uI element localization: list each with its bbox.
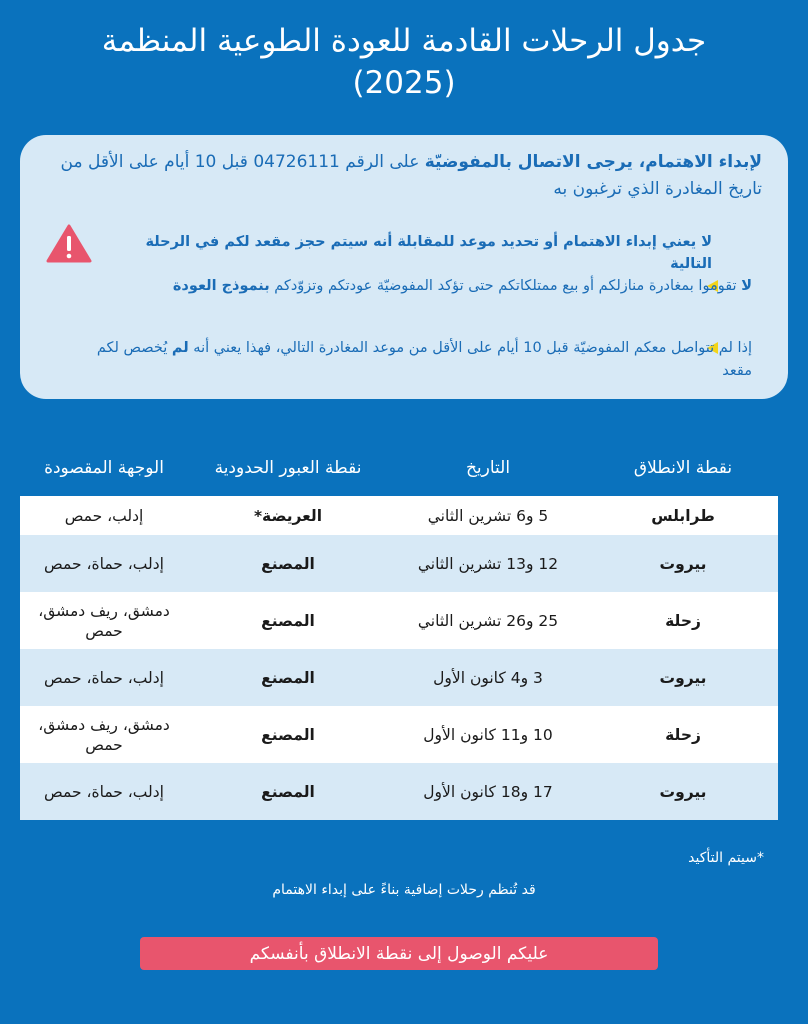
cell-destination: إدلب، حمص — [64, 506, 144, 525]
cell-departure: زحلة — [665, 725, 701, 744]
bullet-1 — [80, 275, 752, 298]
header-destination: الوجهة المقصودة — [44, 457, 164, 478]
bullet-1-text: تقوموا بمغادرة منازلكم أو بيع ممتلكاتكم حتى تؤكد المفوضيّة عودتكم وتزوّدكم — [269, 278, 742, 294]
cell-departure: زحلة — [665, 611, 701, 630]
cell-border: المصنع — [261, 725, 315, 744]
info-intro — [46, 149, 762, 203]
table-row — [20, 649, 778, 706]
cell-date: 17 و18 كانون الأول — [423, 782, 553, 801]
table-row — [20, 706, 778, 763]
bullet-2 — [80, 337, 752, 383]
cell-destination: إدلب، حماة، حمص — [44, 782, 164, 801]
cell-departure: طرابلس — [651, 506, 715, 525]
info-box — [20, 135, 788, 399]
bullet-2-bold: لم — [171, 340, 189, 356]
bullet-2-text-start: إذا لم تتواصل معكم المفوضيّة قبل 10 أيام على الأقل من موعد المغادرة التالي، فهذا يعني أنه — [188, 340, 752, 356]
cell-border: المصنع — [261, 668, 315, 687]
cell-border: المصنع — [261, 554, 315, 573]
cell-departure: بيروت — [659, 554, 707, 573]
bullet-2-text-end: يُخصص لكم مقعد — [96, 340, 752, 379]
page-title — [0, 20, 808, 104]
confirmation-note: *سيتم التأكيد — [688, 850, 764, 866]
cell-departure: بيروت — [659, 782, 707, 801]
warning-row — [46, 223, 762, 272]
table-row — [20, 496, 778, 535]
cell-date: 5 و6 تشرين الثاني — [427, 506, 549, 525]
schedule-table — [20, 496, 778, 820]
header-date: التاريخ — [465, 457, 511, 478]
title-line-1: جدول الرحلات القادمة للعودة الطوعية المنظمة — [101, 23, 707, 59]
header-departure: نقطة الانطلاق — [633, 457, 733, 478]
cell-destination: إدلب، حماة، حمص — [44, 668, 164, 687]
info-intro-rest: على الرقم 04726111 قبل 10 أيام على الأقل من تاريخ المغادرة الذي ترغبون به — [60, 152, 762, 199]
header-border-crossing: نقطة العبور الحدودية — [214, 457, 362, 478]
cell-date: 12 و13 تشرين الثاني — [417, 554, 559, 573]
title-year: (2025) — [352, 65, 456, 101]
cell-destination: دمشق، ريف دمشق، حمص — [38, 715, 170, 754]
bullet-1-bold-end: بنموذج العودة — [172, 278, 270, 294]
cell-date: 10 و11 كانون الأول — [423, 725, 553, 744]
table-row — [20, 592, 778, 649]
table-row — [20, 535, 778, 592]
extra-trips-note: قد تُنظم رحلات إضافية بناءً على إبداء الاهتمام — [272, 882, 536, 898]
cell-destination: إدلب، حماة، حمص — [44, 554, 164, 573]
warning-text: لا يعني إبداء الاهتمام أو تحديد موعد للمقابلة أنه سيتم حجز مقعد لكم في الرحلة التالية — [145, 234, 712, 272]
cell-destination: دمشق، ريف دمشق، حمص — [38, 601, 170, 640]
table-row — [20, 763, 778, 820]
info-intro-bold: لإبداء الاهتمام، يرجى الاتصال بالمفوضيّة — [424, 152, 762, 172]
cell-border: المصنع — [261, 611, 315, 630]
cell-border: المصنع — [261, 782, 315, 801]
notice-banner: عليكم الوصول إلى نقطة الانطلاق بأنفسكم — [140, 937, 658, 970]
table-header — [20, 440, 778, 495]
warning-triangle-icon — [46, 223, 92, 263]
cell-date: 25 و26 تشرين الثاني — [417, 611, 559, 630]
cell-departure: بيروت — [659, 668, 707, 687]
cell-border: العريضة* — [253, 506, 323, 525]
bullet-1-bold-start: لا — [741, 278, 752, 294]
cell-date: 3 و4 كانون الأول — [433, 668, 543, 687]
